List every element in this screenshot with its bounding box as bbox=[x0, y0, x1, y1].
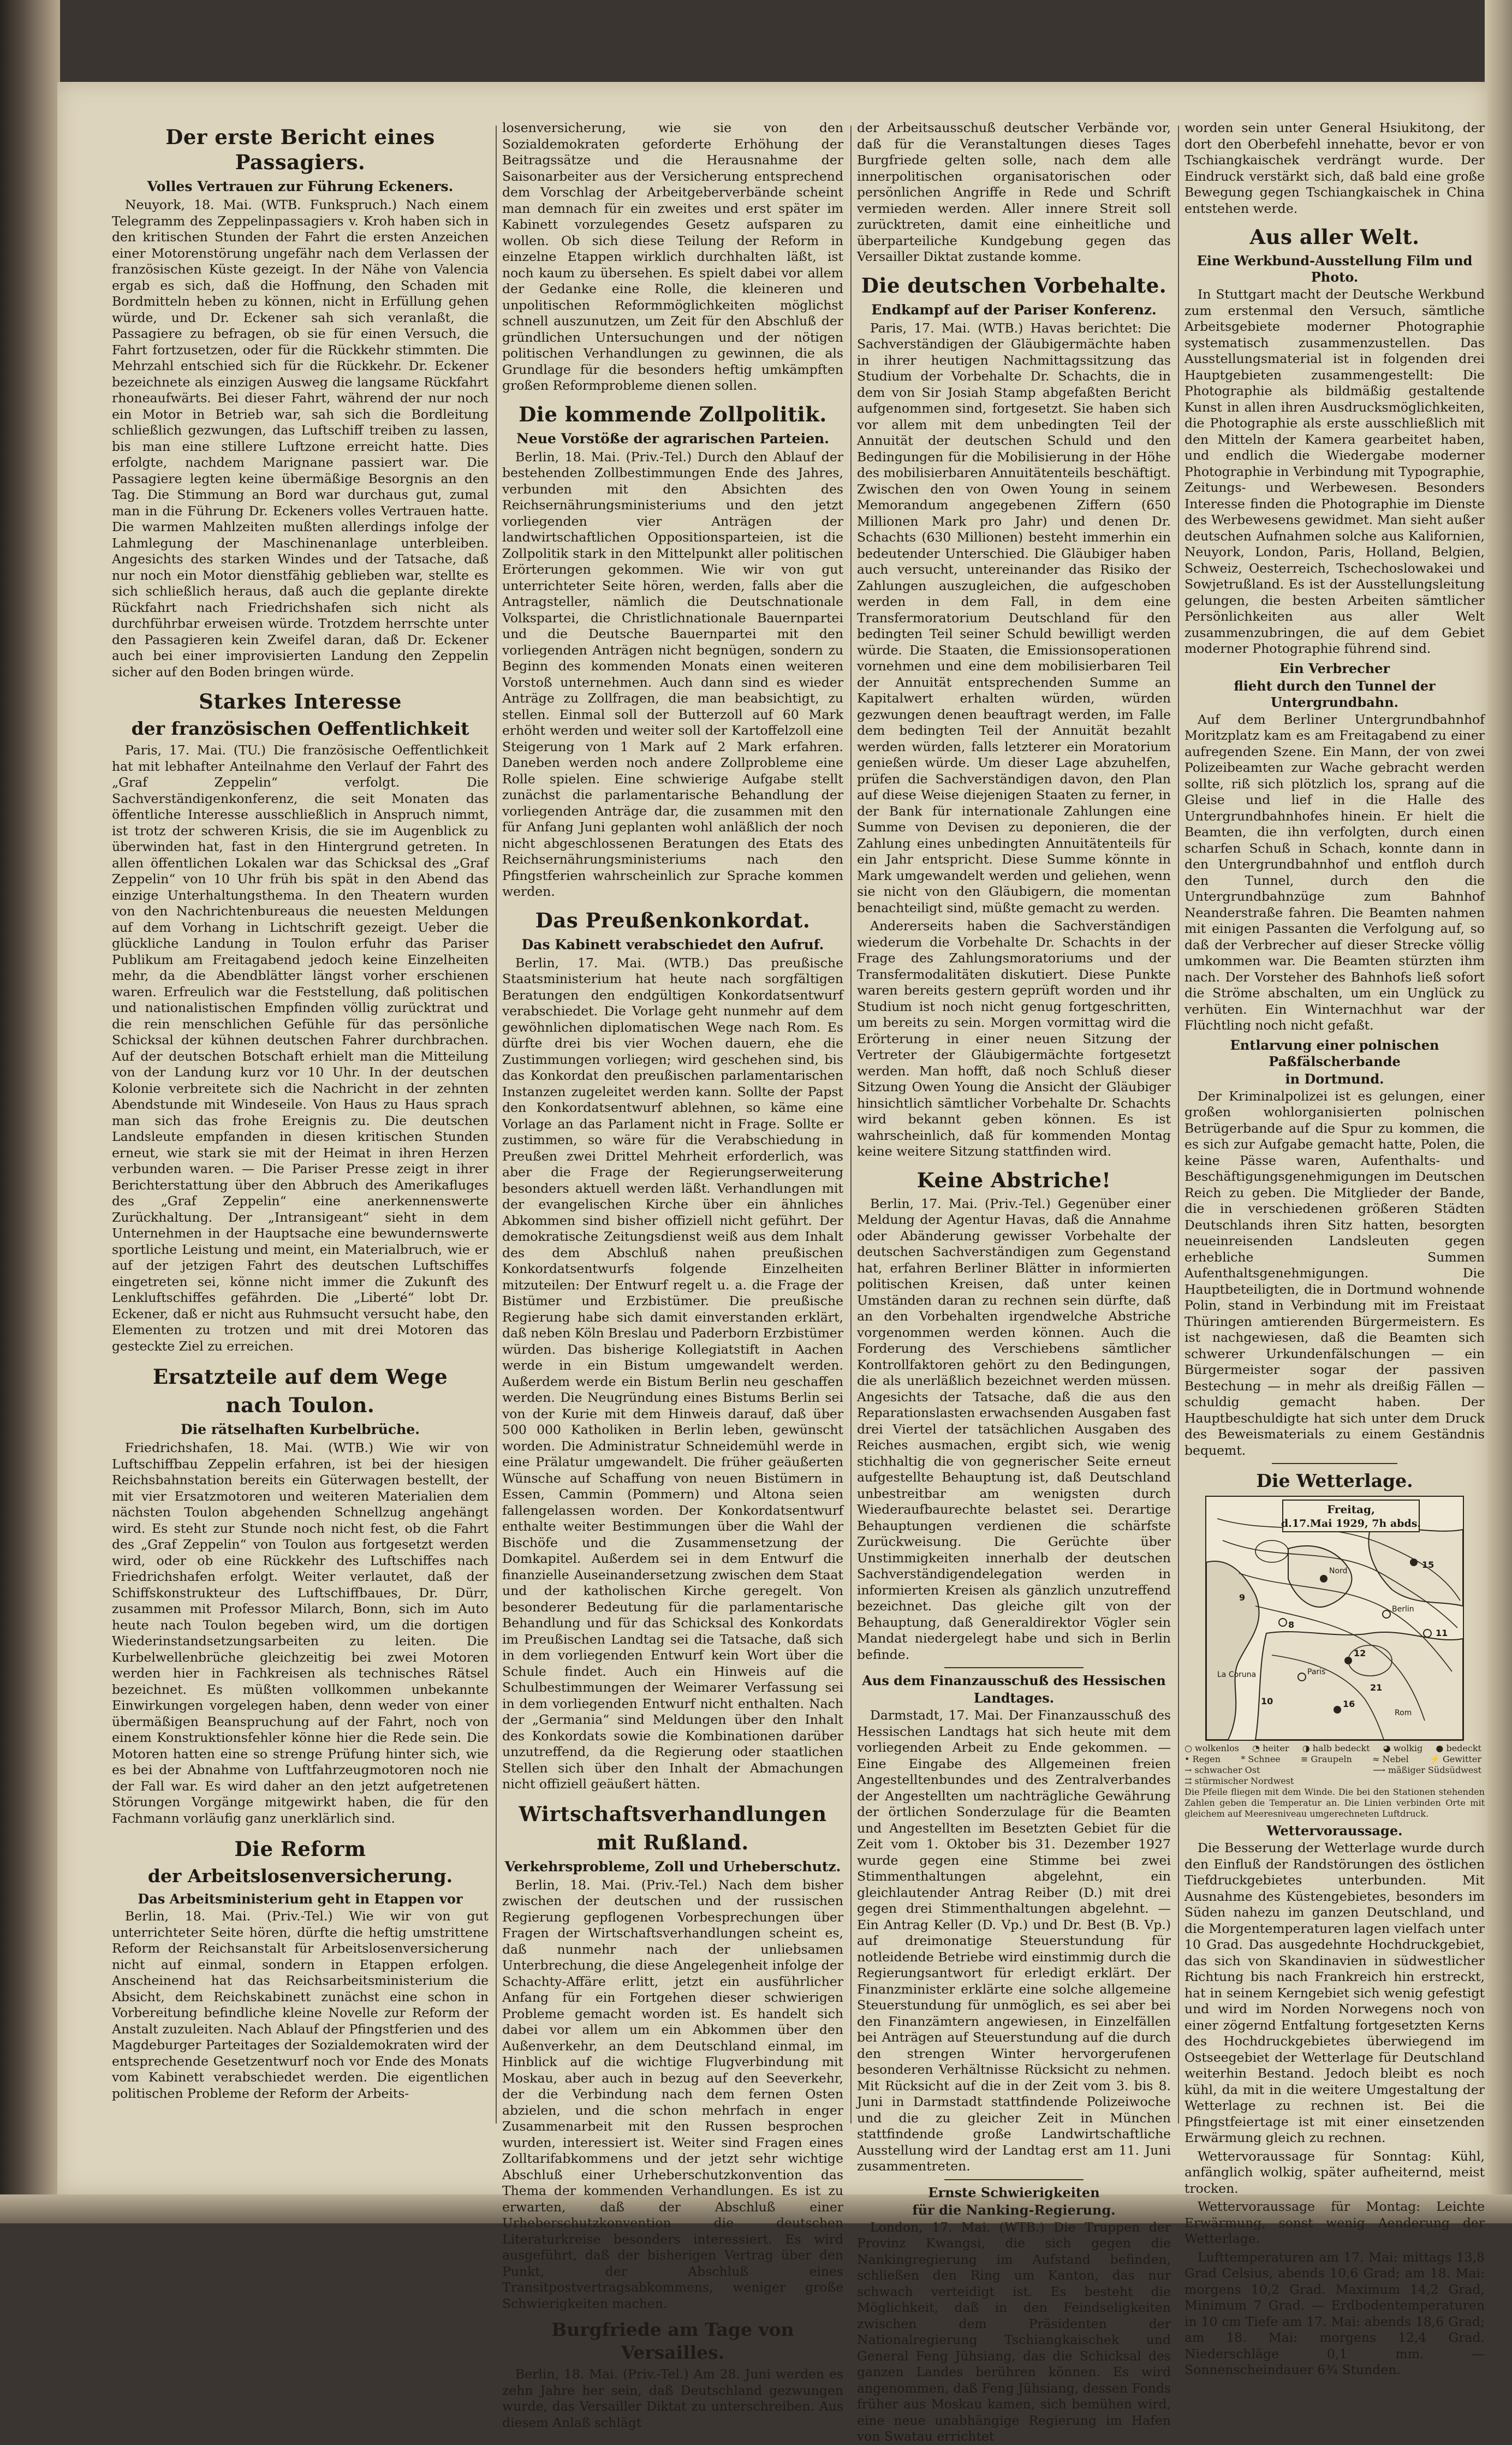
book-binding bbox=[0, 0, 60, 2223]
map-temp: 8 bbox=[1288, 1620, 1295, 1630]
map-temp: 12 bbox=[1354, 1648, 1366, 1658]
subheadline: Die rätselhaften Kurbelbrüche. bbox=[181, 1421, 420, 1437]
page-edge bbox=[1485, 0, 1512, 2223]
article-paragraph: Darmstadt, 17. Mai. Der Finanzausschuß des Hessischen Landtags hat sich heute mit dem vorliegenden Arbeit zu Ende gekommen. — Eine Eingabe des Allgemeinen freien Angestelltenbundes und des Zentralverbandes der Angestellten um nachträgliche Gewährung der örtlichen Sonderzulage für die Beamten und Angestellten im Besetzten Gebiet für die Zeit vom 1. Oktober bis 31. Dezember 1927 wurde gegen eine Stimme bei zwei Stimmenthaltungen abgelehnt, ein gleichlautender Antrag Reiber (D.) mit drei gegen drei Stimmenthaltungen abgelehnt. — Ein Antrag Keller (D. Vp.) und Dr. Best (B. Vp.) auf dreimonatige Steuerstundung für notleidende Betriebe wird einstimmig durch die Regierungsantwort für erledigt erklärt. Der Finanzminister erklärte eine solche allgemeine Steuerstundung für unmöglich, es sei aber bei den Finanzämtern angewiesen, in Einzelfällen bei Anträgen auf Steuerstundung auf die durch den strengen Winter hervorgerufenen besonderen Verhältnisse Rücksicht zu nehmen. Mit Rücksicht auf die in der Zeit vom 3. bis 8. Juni in Darmstadt stattfindende Polizeiwoche und die zu gleicher Zeit in München stattfindende große Landwirtschaftliche Ausstellung wird der Landtag erst am 11. Juni zusammentreten. bbox=[857, 1708, 1171, 2174]
article-paragraph: Berlin, 17. Mai. (WTB.) Das preußische Staatsministerium hat heute nach sorgfältigen Beratungen den endgültigen Konkordatsentwurf verabschiedet. Die Vorlage geht nunmehr auf dem gewöhnlichen diplomatischen Wege nach Rom. Es dürfte drei bis vier Wochen dauern, ehe die Zustimmungen vorliegen; wird geschehen sind, bis das Konkordat den preußischen parlamentarischen Instanzen zugeleitet werden kann. Sollte der Papst den Konkordatsentwurf ablehnen, so käme eine Vorlage an das Parlament nicht in Frage. Sollte er zustimmen, so wäre für die Verabschiedung in Preußen zwei Drittel Mehrheit erforderlich, was aber die Frage der Regierungserweiterung besonders aktuell werden läßt. Verhandlungen mit der evangelischen Kirche über ein ähnliches Abkommen sind bisher offiziell nicht geführt. Der demokratische Zeitungsdienst weiß aus dem Inhalt des dem Abschluß nahen preußischen Konkordatsentwurfs folgende Einzelheiten mitzuteilen: Der Entwurf regelt u. a. die Frage der Bistümer und Erzbistümer. Die preußische Regierung habe sich damit einverstanden erklärt, daß neben Köln Breslau und Paderborn Erzbistümer würden. Das bisherige Kollegiatstift in Aachen werde in ein Bistum umgewandelt werden. Außerdem werde ein Bistum Berlin neu geschaffen werden. Die Neugründung eines Bistums Berlin sei von der Kurie mit dem Hinweis darauf, daß über 500 000 Katholiken in Berlin leben, gewünscht worden. Die Administratur Schneidemühl werde in eine Prälatur umgewandelt. Die früher geäußerten Wünsche auf Schaffung von neuen Bistümern in Essen, Cammin (Pommern) und Altona seien fallengelassen worden. Der Konkordatsentwurf enthalte weiter Bestimmungen über die Wahl der Bischöfe und die Zusammensetzung der Domkapitel. Außerdem sei in dem Entwurf die finanzielle Auseinandersetzung zwischen dem Staat und der katholischen Kirche geregelt. Von besonderer Bedeutung für die parlamentarische Behandlung und für das Schicksal des Konkordats im Preußischen Landtag sei die Tatsache, daß sich in dem vorliegenden Entwurf kein Wort über die Schule findet. Auch ein Hinweis auf die Schulbestimmungen der Weimarer Verfassung sei in dem vorliegenden Entwurf nicht enthalten. Nach der „Germania“ sind Meldungen über den Inhalt des Konkordats sowie die Kombinationen darüber unzutreffend, da die Regierung oder staatlichen Stellen sich über den Inhalt der Abmachungen nicht offiziell geäußert hätten. bbox=[502, 955, 843, 1792]
article-paragraph: Neuyork, 18. Mai. (WTB. Funkspruch.) Nach einem Telegramm des Zeppelinpassagiers v. Kroh haben sich in den kritischen Stunden der Fahrt die ersten Anzeichen einer Motorenstörung ungefähr nach dem Verlassen der französischen Küste gezeigt. In der Nähe von Valencia ergab es sich, daß die Hoffnung, den Schaden mit Bordmitteln heben zu können, nicht in Erfüllung gehen würde, und Dr. Eckener sah sich veranlaßt, die Passagiere zu befragen, ob sie für einen Versuch, die Fahrt fortzusetzen, oder für die Rückkehr stimmten. Die Mehrzahl entschied sich für die Rückkehr. Dr. Eckener bezeichnete als einzigen Ausweg die langsame Rückfahrt rhoneaufwärts. Bei dieser Fahrt, während der nur noch ein Motor in Betrieb war, sah sich die Bordleitung schließlich gezwungen, das Luftschiff treiben zu lassen, bis man eine stillere Luftzone erreicht hatte. Dies erfolgte, nachdem Marignane passiert war. Die Passagiere legten keine übermäßige Besorgnis an den Tag. Die Stimmung an Bord war durchaus gut, zumal man in die Führung Dr. Eckeners volles Vertrauen hatte. Die warmen Mahlzeiten mußten allerdings infolge der Lahmlegung der Maschinenanlage unterbleiben. Angesichts des starken Windes und der Tatsache, daß nur noch ein Motor dienstfähig geblieben war, stellte es sich schließlich heraus, daß auch die geplante direkte Rückfahrt nach Friedrichshafen sich nicht als durchführbar erweisen würde. Trotzdem herrschte unter den Passagieren kein Zweifel daran, daß Dr. Eckener auch bei einer improvisierten Landung den Zeppelin sicher auf den Boden bringen würde. bbox=[112, 197, 489, 680]
column-1 bbox=[112, 120, 489, 2140]
legend-item: ⟶ mäßiger Südsüdwest bbox=[1372, 1765, 1481, 1775]
legend-item: ≡ Graupeln bbox=[1300, 1754, 1352, 1764]
headline-spare-parts-line2: nach Toulon. bbox=[225, 1393, 375, 1417]
headline-spare-parts: Ersatzteile auf dem Wege bbox=[152, 1365, 448, 1389]
legend-item: ⚡ Gewitter bbox=[1428, 1754, 1481, 1764]
subheadline: Verkehrsprobleme, Zoll und Urheberschutz. bbox=[504, 1858, 841, 1875]
map-temp: 9 bbox=[1239, 1592, 1246, 1603]
headline-reservations: Die deutschen Vorbehalte. bbox=[861, 273, 1167, 298]
article-paragraph: In Stuttgart macht der Deutsche Werkbund zum erstenmal den Versuch, sämtliche Arbeitsgebiete moderner Photographie systematisch zusammenzustellen. Das Ausstellungsmaterial ist in folgenden drei Hauptgebieten zusammengestellt: Die Photographie als bildmäßig gestaltende Kunst in allen ihren Ausdrucksmöglichkeiten, die Photographie als erste ausschließlich mit den Mitteln der Kamera gearbeitet haben, und endlich die Wiedergabe moderner Photographie in Verbindung mit Typographie, Zeitungs- und Werbewesen. Besonders Interesse finden die Photographie im Dienste des Werbewesens gewidmet. Man sieht außer deutschen Aufnahmen solche aus Kalifornien, Neuyork, London, Paris, Holland, Belgien, Schweiz, Oesterreich, Tschechoslowakei und Sowjetrußland. Es ist der Ausstellungsleitung gelungen, die besten Arbeiten sämtlicher Persönlichkeiten aus aller Welt zusammenzubringen, die auf dem Gebiet moderner Photographie führend sind. bbox=[1184, 287, 1485, 656]
article-paragraph: London, 17. Mai. (WTB.) Die Truppen der Provinz Kwangsi, die sich gegen die Nankingregierung im Aufstand befinden, schließen den Ring um Kanton, das nur schwach verteidigt ist. Es besteht die Möglichkeit, daß in den Feindseligkeiten zwischen dem Präsidenten der Nationalregierung Tschiangkaischek und General Feng Jühsiang, das die Schicksal des ganzen Landes berühren können. Es wird angenommen, daß Feng Jühsiang, dessen Fonds früher aus Moskau kamen, sich bemühen wird, eine neue unabhängige Regierung im Hafen von Swatau errichtet bbox=[857, 2219, 1171, 2444]
legend-item: ◕ wolkig bbox=[1383, 1743, 1423, 1753]
article-paragraph: Die Besserung der Wetterlage wurde durch den Einfluß der Randstörungen des östlichen Tiefdruckgebietes unterbunden. Mit Ausnahme des Küstengebietes, besonders im Süden nahezu im ganzen Deutschland, und die Morgentemperaturen lagen vielfach unter 10 Grad. Das ausgedehnte Hochdruckgebiet, das sich von Skandinavien in südwestlicher Richtung bis nach Frankreich hin erstreckt, hat in seinem Kerngebiet sich wenig gefestigt und wird im Norden Norwegens noch von einer zögernd Entfaltung fortgesetzten Kerns des Hochdruckgebietes überwiegend im Ostseegebiet der Wetterlage für Deutschland weiterhin Bestand. Jedoch bleibt es noch kühl, da mit in die weitere Umgestaltung der Wetterlage zu rechnen ist. Bei die Pfingstfeiertage ist mit einer einsetzenden Erwärmung gleich zu rechnen. bbox=[1184, 1840, 1485, 2145]
headline-finance-committee-line2: Landtages. bbox=[973, 1690, 1055, 1706]
headline-concordat: Das Preußenkonkordat. bbox=[535, 908, 811, 932]
headline-nanking: Ernste Schwierigkeiten bbox=[928, 2184, 1100, 2200]
map-label: Nord bbox=[1329, 1567, 1348, 1575]
article-paragraph: Andererseits haben die Sachverständigen wiederum die Vorbehalte Dr. Schachts in der Frage des Zahlungsmoratoriums und der Transfermodalitäten diskutiert. Diese Punkte waren bereits gestern geprüft worden und ihr Studium ist noch nicht genug fortgeschritten, um bereits zu sein. Morgen vormittag wird die Erörterung in einer neuen Sitzung der Vertreter der Gläubigermächte fortgesetzt werden. Man hofft, daß noch Schluß dieser Sitzung Owen Young die Ansicht der Gläubiger hinsichtlich sämtlicher Vorbehalte Dr. Schachts wird bekannt geben können. Es ist wahrscheinlich, daß für kommenden Montag keine weitere Sitzung stattfinden wird. bbox=[857, 918, 1171, 1159]
map-label: Berlin bbox=[1392, 1605, 1414, 1614]
article-paragraph: Berlin, 18. Mai. (Priv.-Tel.) Am 28. Juni werden es zehn Jahre her sein, daß Deutschland gezwungen wurde, das Versailler Diktat zu unterschreiben. Aus diesem Anlaß schlägt bbox=[502, 2366, 843, 2430]
map-label: Rom bbox=[1395, 1709, 1412, 1717]
column-rule bbox=[850, 126, 852, 2123]
article-paragraph: Berlin, 18. Mai. (Priv.-Tel.) Nach dem bisher zwischen der deutschen und der russischen Regierung gepflogenen Vorbesprechungen über Fragen der Wirtschaftsverhandlungen scheint es, daß nunmehr nach der unliebsamen Unterbrechung, die diese Angelegenheit infolge der Schachty-Affäre erlitt, jetzt ein ausführlicher Anfang für ein Fortgehen dieser schwierigen Probleme gemacht worden ist. Es handelt sich dabei vor allem um ein Abkommen über den Außenverkehr, an dem Deutschland einmal, im Hinblick auf die wichtige Flugverbindung mit Moskau, aber auch in bezug auf den Seeverkehr, der die Verbindung nach dem fernen Osten abzielen, und die schon mehrfach in enger Zusammenarbeit mit den Russen besprochen wurden, interessiert ist. Weiter sind Fragen eines Zolltarifabkommens und der jetzt sehr wichtige Abschluß einer Urheberschutzkonvention das Thema der kommenden Verhandlungen. Es ist zu erwarten, daß der Abschluß einer Urheberschutzkonvention die deutschen Literaturkreise besonders interessiert. Es wird ausgeführt, daß der bisherigen Vertrag über den Punkt, der Abschluß eines Transitpostvertragsabkommens, weniger große Schwierigkeiten machen. bbox=[502, 1877, 843, 2311]
headline-interest-line2: der französischen Oeffentlichkeit bbox=[131, 718, 469, 739]
subheadline-line2: flieht durch den Tunnel der Untergrundbahn. bbox=[1234, 677, 1436, 710]
legend-item: → schwacher Ost bbox=[1184, 1765, 1260, 1775]
map-label: Paris bbox=[1307, 1668, 1326, 1676]
subheadline: Ein Verbrecher bbox=[1279, 660, 1390, 676]
headline-weather: Die Wetterlage. bbox=[1256, 1470, 1413, 1491]
headline-reform: Die Reform bbox=[234, 1837, 366, 1861]
article-paragraph: Friedrichshafen, 18. Mai. (WTB.) Wie wir von Luftschiffbau Zeppelin erfahren, ist bei der hiesigen Reichsbahnstation bereits ein Güterwagen bestellt, der mit vier Ersatzmotoren und weiteren Materialien dem nächsten Toulon abgehenden Schnellzug angehängt wird. Es steht zur Stunde noch nicht fest, ob die Fahrt des „Graf Zeppelin“ von Toulon aus fortgesetzt werden wird, oder ob eine Rückkehr des Luftschiffes nach Friedrichshafen erfolgt. Weiter verlautet, daß der Schiffskonstrukteur des Luftschiffbaues, Dr. Dürr, zusammen mit Professor Milarch, Bonn, sich im Auto heute nach Toulon begeben wird, um die dortigen Wiederinstandsetzungsarbeiten zu leiten. Die Kurbelwellenbrüche gleichzeitig bei zwei Motoren werden hier in Fachkreisen als technisches Rätsel bezeichnet. Es müßten vollkommen unbekannte Einwirkungen vorgelegen haben, denn weder von einer übermäßigen Beanspruchung auf der Fahrt, noch von einem Konstruktionsfehler könne hier die Rede sein. Die Motoren hatten eine so strenge Prüfung hinter sich, wie es bei der Abnahme von Luftfahrzeugmotoren noch nie der Fall war. Es wird daher an den jetzt aufgetretenen Störungen Vorgänge mitgewirkt haben, die für den Fachmann vorläufig ganz unerklärlich sind. bbox=[112, 1440, 489, 1826]
subheadline: Endkampf auf der Pariser Konferenz. bbox=[871, 301, 1157, 318]
legend-item: ◔ heiter bbox=[1252, 1743, 1289, 1753]
map-temp: 16 bbox=[1343, 1699, 1355, 1709]
headline-trade-talks-line2: mit Rußland. bbox=[597, 1830, 749, 1854]
legend-item: ⇉ stürmischer Nordwest bbox=[1184, 1776, 1294, 1786]
legend-note: Die Pfeile fliegen mit dem Winde. Die bei den Stationen stehenden Zahlen geben die Temperatur an. Die Linien verbinden Orte mit gleichem auf Meeresniveau umgerechneten Luftdruck. bbox=[1184, 1787, 1485, 1819]
subheadline: Das Arbeitsministerium geht in Etappen vor bbox=[138, 1891, 463, 1907]
legend-item: * Schnee bbox=[1241, 1754, 1281, 1764]
subheadline: Volles Vertrauen zur Führung Eckeners. bbox=[147, 179, 454, 194]
column-4 bbox=[1184, 120, 1485, 2377]
column-rule bbox=[496, 126, 497, 2123]
article-paragraph: Paris, 17. Mai. (WTB.) Havas berichtet: Die Sachverständigen der Gläubigermächte haben in ihrer heutigen Nachmittagssitzung das Studium der Vorbehalte Dr. Schachts, die in dem von Sir Josiah Stamp abgefaßten Bericht aufgenommen sind, fortgesetzt. Sie haben sich vor allem mit dem unbedingten Teil der Annuität der deutschen Schuld und den Bedingungen für die Mobilisierung in der Höhe des mobilisierbaren Annuitätenteils beschäftigt. Zwischen den von Owen Young in seinem Memorandum angegebenen Ziffern (650 Millionen Mark pro Jahr) und denen Dr. Schachts (630 Millionen) besteht immerhin ein bedeutender Unterschied. Die Gläubiger haben auch versucht, untereinander das Risiko der Zahlungen auszugleichen, die aufgeschoben werden in dem Fall, in dem eine Transfermoratorium Deutschland für den bedingten Teil seiner Schuld bewilligt werden würde. Die Staaten, die Emissionsoperationen vornehmen und eine dem mobilisierbaren Teil der Annuität entsprechenden Summe an Kapitalwert erhalten würden, würden gezwungen denen beauftragt werden, im Falle dem bedingten Teil der Annuität bezahlt werden würden, falls letzterer ein Moratorium genießen würde. Um dieser Lage abzuhelfen, prüfen die Sachverständigen davon, den Plan auf diese Weise diejenigen Staaten zu ferner, in der Bank für internationale Zahlungen eine Summe von Devisen zu deponieren, die der Zahlung eines unbedingten Annuitätenteils für ein Jahr entspricht. Diese Summe könnte in Mark umgewandelt werden und geliehen, wenn sie nicht von den Gläubigern, die momentan benachteiligt sind, müßte gemacht zu werden. bbox=[857, 320, 1171, 915]
weather-map-drawing bbox=[1206, 1497, 1463, 1740]
legend-item: ◑ halb bedeckt bbox=[1302, 1743, 1370, 1753]
column-2 bbox=[502, 120, 843, 2430]
divider bbox=[944, 1667, 1084, 1668]
weather-map-title: Freitag, bbox=[1327, 1503, 1375, 1516]
headline-world: Aus aller Welt. bbox=[1249, 225, 1420, 249]
subheadline: Entlarvung einer polnischen Paßfälscherbande bbox=[1230, 1037, 1439, 1069]
map-temp: 11 bbox=[1436, 1628, 1448, 1638]
article-paragraph: losenversicherung, wie sie von den Sozialdemokraten geforderte Erhöhung der Beitragssätze und die Herausnahme der Saisonarbeiter aus der Versicherung entsprechend dem Vorschlag der Arbeitgeberverbände scheint man demnach für ein zweites und erst später im Kabinett vorzulegendes Gesetz aufsparen zu wollen. Ob sich diese Teilung der Reform in einzelne Etappen wirklich durchhalten läßt, ist noch kaum zu übersehen. Es spielt dabei vor allem der Gedanke eine Rolle, die kleineren und unpolitischen Reformmöglichkeiten möglichst schnell auszunutzen, um Zeit für den Abschluß der gründlichen Untersuchungen und der nötigen politischen Verhandlungen zu gewinnen, die als Grundlage für die besonders heftig umkämpften großen Reformprobleme dienen sollen. bbox=[502, 120, 843, 393]
headline-nanking-line2: für die Nanking-Regierung. bbox=[912, 2202, 1116, 2218]
legend-item: ≈ Nebel bbox=[1372, 1754, 1409, 1764]
forecast-monday: Wettervoraussage für Montag: Leichte Erwärmung, sonst wenig Aenderung der Wetterlage. bbox=[1184, 2199, 1485, 2246]
headline-versailles: Burgfriede am Tage von Versailles. bbox=[551, 2319, 794, 2363]
headline-no-cuts: Keine Abstriche! bbox=[916, 1168, 1111, 1192]
subheadline: Das Kabinett verabschiedet den Aufruf. bbox=[521, 936, 824, 953]
headline-finance-committee: Aus dem Finanzausschuß des Hessischen bbox=[862, 1673, 1166, 1688]
article-paragraph: Der Kriminalpolizei ist es gelungen, einer großen wohlorganisierten polnischen Betrügerbande auf die Spur zu kommen, die es sich zur Aufgabe gemacht hatte, Polen, die keine Pässe waren, Aufenthalts- und Beschäftigungsgenehmigungen im Deutschen Reich zu geben. Die Mitglieder der Bande, die in verschiedenen größeren Städten Deutschlands ihren Sitz hatten, besorgten neueinreisenden Landsleuten gegen erhebliche Summen Aufenthaltsgenehmigungen. Die Hauptbeteiligten, die in Dortmund wohnende Polin, stand in Verbindung mit im Freistaat Thüringen amtierenden Bürgermeistern. Es ist nachgewiesen, daß die Beamten sich schwerer Urkundenfälschungen — ein Bürgermeister sogar der passiven Bestechung — in mehr als dreißig Fällen — schuldig gemacht haben. Der Hauptbeschuldigte hat sich unter dem Druck des Beweismaterials zu einem Geständnis bequemt. bbox=[1184, 1088, 1485, 1458]
weather-map-date: d.17.Mai 1929, 7h abds. bbox=[1281, 1518, 1421, 1530]
article-paragraph: Berlin, 17. Mai. (Priv.-Tel.) Gegenüber einer Meldung der Agentur Havas, daß die Annahme oder Abänderung gewisser Vorbehalte der deutschen Sachverständigen zum Gegenstand hat, erfahren Berliner Blätter in informierten politischen Kreisen, daß unter keinen Umständen daran zu rechnen sein dürfte, daß an den Vorbehalten irgendwelche Abstriche vorgenommen werden können. Auch die Forderung des Verschiebens sämtlicher Kontrollfaktoren gehört zu den Bedingungen, die als unerläßlich bezeichnet werden müssen. Angesichts der Tatsache, daß die aus den Reparationslasten erwachsenden Ausgaben fast drei Viertel der tatsächlichen Ausgaben des Reiches ausmachen, ergibt sich, wie wenig stichhaltig die von gegnerischer Seite erneut aufgestellte Behauptung ist, daß Deutschland unbestreitbar am wenigsten durch Wiederaufbaurechte belastet sei. Derartige Behauptungen verdienen die schärfste Zurückweisung. Die Gerüchte über Unstimmigkeiten innerhalb der deutschen Sachverständigendelegation werden in informierten Kreisen als gänzlich unzutreffend bezeichnet. Das gleiche gilt von der Behauptung, daß Generaldirektor Vögler sein Mandat niedergelegt habe und sich in Berlin befinde. bbox=[857, 1195, 1171, 1662]
temperature-readings: Lufttemperaturen am 17. Mai: mittags 13,8 Grad Celsius, abends 10,6 Grad; am 18. Mai: morgens 10,2 Grad. Maximum 14,2 Grad, Minimum 7 Grad. — Erdbodentemperaturen in 10 cm Tiefe am 17. Mai: abends 18,6 Grad; am 18. Mai: morgens 12,4 Grad. Niederschläge 0,1 mm. — Sonnenscheindauer 6¾ Stunden. bbox=[1184, 2249, 1485, 2377]
weather-map bbox=[1205, 1496, 1464, 1741]
map-temp: 21 bbox=[1370, 1682, 1383, 1693]
headline-interest: Starkes Interesse bbox=[199, 689, 402, 713]
article-paragraph: Berlin, 18. Mai. (Priv.-Tel.) Durch den Ablauf der bestehenden Zollbestimmungen Ende des Jahres, verbunden mit den Absichten des Reichsernährungsministeriums und den jetzt vorliegenden vier Anträgen der landwirtschaftlichen Oppositionsparteien, ist die Zollpolitik stark in den Mittelpunkt aller politischen Erörterungen gekommen. Wie wir von gut unterrichteter Seite hören, werden, falls aber die Antragsteller, nämlich die Deutschnationale Volkspartei, die Christlichnationale Bauernpartei und die Deutsche Bauernpartei mit den vorliegenden Anträgen nicht begnügen, sondern zu Beginn des kommenden Monats einen weiteren Vorstoß unternehmen. Auch dann sind es wieder Anträge zu Zollfragen, die man beabsichtigt, zu stellen. Einmal soll der Butterzoll auf 60 Mark erhöht werden und weiter soll der Kartoffelzoll eine Steigerung von 1 Mark auf 2 Mark erfahren. Daneben werden noch andere Zollprobleme eine Rolle spielen. Eine schwierige Aufgabe stellt zunächst die parlamentarische Behandlung der vorliegenden Anträge dar, die zusammen mit den für Anfang Juni geplanten wohl anläßlich der noch nicht abgeschlossenen Beratungen des Etats des Reichsernährungsministeriums nach den Pfingstferien wahrscheinlich zur Sprache kommen werden. bbox=[502, 449, 843, 899]
map-label: La Coruna bbox=[1217, 1670, 1257, 1679]
article-paragraph: der Arbeitsausschuß deutscher Verbände vor, daß für die Veranstaltungen dieses Tages Burgfriede gelten solle, nach dem alle innerpolitischen organisatorischen oder persönlichen Angriffe in Rede und Schrift vermieden werden. Aller innere Streit soll zurücktreten, damit eine einheitliche und überparteiliche Kundgebung gegen das Versailler Diktat zustande komme. bbox=[857, 120, 1171, 264]
divider bbox=[1272, 1463, 1397, 1464]
map-temp: 10 bbox=[1261, 1696, 1273, 1706]
legend-item: ○ wolkenlos bbox=[1184, 1743, 1239, 1753]
subheadline-line2: in Dortmund. bbox=[1285, 1070, 1384, 1087]
subheadline: Eine Werkbund-Ausstellung Film und Photo. bbox=[1196, 253, 1473, 285]
headline-reform-line2: der Arbeitslosenversicherung. bbox=[147, 1865, 453, 1887]
subheadline-forecast: Wettervoraussage. bbox=[1266, 1823, 1403, 1839]
newspaper-page bbox=[57, 82, 1487, 2444]
article-paragraph: Paris, 17. Mai. (TU.) Die französische Oeffentlichkeit hat mit lebhafter Anteilnahme den Verlauf der Fahrt des „Graf Zeppelin“ verfolgt. Die Sachverständigenkonferenz, die seit Monaten das öffentliche Interesse ausschließlich in Anspruch nimmt, ist trotz der schweren Krisis, die sie im Augenblick zu überwinden hat, fast in den Hintergrund getreten. In allen öffentlichen Lokalen war das Schicksal des „Graf Zeppelin“ von 10 Uhr früh bis spät in den Abend das einzige Unterhaltungsthema. In den Theatern wurden von den Nachrichtenbureaus die neuesten Meldungen auf dem Vorhang in Lichtschrift gezeigt. Ueber die glückliche Landung in Toulon erfuhr das Pariser Publikum am Freitagabend jedoch keine Einzelheiten mehr, da die Abendblätter längst vorher erschienen waren. Erfreulich war die Feststellung, daß politischen und nationalistischen Empfinden völlig zurücktrat und die rein menschlichen Gefühle für das persönliche Schicksal der kühnen deutschen Fahrer durchbrachen. Auf der deutschen Botschaft erhielt man die Mitteilung von der Landung kurz vor 10 Uhr. In der deutschen Kolonie verbreitete sich die Nachricht in der zehnten Abendstunde mit Windeseile. Von Haus zu Haus sprach man sich das frohe Ereignis zu. Die deutschen Landsleute empfanden in diesen kritischen Stunden erneut, wie stark sie mit der Heimat in ihren Herzen verbunden waren. — Die Pariser Presse zeigt in ihrer Berichterstattung über den Abbruch des Amerikafluges des „Graf Zeppelin“ eine anerkennenswerte Zurückhaltung. Der „Intransigeant“ sieht in dem Unternehmen in der Hauptsache eine bewundernswerte sportliche Leistung und meint, ein Materialbruch, wie er auf der jetzigen Fahrt des deutschen Luftschiffes eingetreten sei, könne nicht immer die Zukunft des Lenkluftschiffes gefährden. Die „Liberté“ lobt Dr. Eckener, daß er nicht aus Ruhmsucht versucht habe, den Elementen zu trotzen und mit drei Motoren das gesteckte Ziel zu erreichen. bbox=[112, 742, 489, 1354]
divider bbox=[944, 2179, 1084, 2180]
legend-item: ● bedeckt bbox=[1436, 1743, 1481, 1753]
map-temp: 15 bbox=[1422, 1560, 1434, 1570]
headline-first-report: Der erste Bericht eines Passagiers. bbox=[165, 125, 435, 174]
column-3 bbox=[857, 120, 1171, 2444]
article-paragraph: Berlin, 18. Mai. (Priv.-Tel.) Wie wir von gut unterrichteter Seite hören, dürfte die heftig umstrittene Reform der Reichsanstalt für Arbeitslosenversicherung nicht auf einmal, sondern in Etappen erfolgen. Anscheinend hat das Reichsarbeitsministerium die Absicht, dem Reichskabinett zunächst eine schon in Vorbereitung befindliche kleine Novelle zur Reform der Anstalt zuzuleiten. Nach Ablauf der Pfingstferien und des Magdeburger Parteitages der Sozialdemokraten wird der entsprechende Gesetzentwurf noch vor Ende des Monats vom Kabinett verabschiedet werden. Die eigentlichen politischen Probleme der Reform der Arbeits- bbox=[112, 1908, 489, 2101]
article-paragraph: Auf dem Berliner Untergrundbahnhof Moritzplatz kam es am Freitagabend zu einer aufregenden Szene. Ein Mann, der von zwei Polizeibeamten zur Wache gebracht werden sollte, riß sich plötzlich los, sprang auf die Gleise und lief in die Halle des Untergrundbahnhofes hinein. Er hielt die Beamten, die ihn verfolgten, durch einen scharfen Schuß in Schach, konnte dann in den Untergrundbahnhof und entfloh durch den Tunnel, durch den die Untergrundbahnzüge zum Bahnhof Neanderstraße fahren. Die Beamten nahmen mit einigen Passanten die Verfolgung auf, so daß der Verbrecher auf dieser Strecke völlig umkommen war. Die Beamten stürzten ihm nach. Der Vorsteher des Bahnhofs ließ sofort die Ströme abschalten, um ein Unglück zu verhüten. Ein Winternachhut war der Flüchtling noch nicht gefaßt. bbox=[1184, 711, 1485, 1033]
legend-item: • Regen bbox=[1184, 1754, 1221, 1764]
headline-trade-talks: Wirtschaftsverhandlungen bbox=[519, 1801, 827, 1826]
forecast-sunday: Wettervoraussage für Sonntag: Kühl, anfänglich wolkig, später aufheiternd, meist trocken. bbox=[1184, 2148, 1485, 2196]
column-rule bbox=[1178, 126, 1179, 2123]
article-paragraph: worden sein unter General Hsiukitong, der dort den Oberbefehl innehatte, bevor er von Tschiangkaischek verdrängt wurde. Der Eindruck verstärkt sich, daß bald eine große Bewegung gegen Tschiangkaischek in China entstehen werde. bbox=[1184, 120, 1485, 216]
weather-legend bbox=[1184, 1743, 1485, 1819]
headline-tariff-policy: Die kommende Zollpolitik. bbox=[519, 402, 827, 426]
subheadline: Neue Vorstöße der agrarischen Parteien. bbox=[516, 430, 829, 447]
